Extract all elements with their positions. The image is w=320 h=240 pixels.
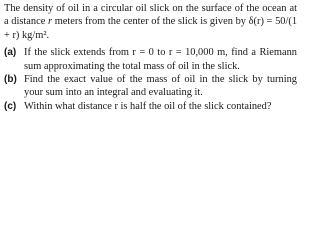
density-formula: δ(r) = 50/(1 + r) kg/m². (4, 16, 298, 41)
part-a-text: If the slick extends from r = 0 to r = 10,000 m, find a Riemann sum approximating the total mass of oil in the slick. (24, 47, 297, 72)
part-b-text: Find the exact value of the mass of oil in the slick by turning your sum into an integral and evaluating it. (24, 74, 297, 99)
part-c-text: Within what distance r is half the oil of the slick contained? (24, 100, 272, 112)
part-a (4, 46, 297, 73)
part-b (4, 73, 297, 100)
part-c (4, 100, 297, 113)
intro-variable-r: r (47, 16, 53, 28)
intro-text-2: meters from the center of the slick is given by (52, 16, 249, 28)
part-c-label: (c) (4, 100, 17, 112)
problem-intro (4, 2, 297, 42)
part-a-label: (a) (4, 47, 17, 59)
part-b-label: (b) (4, 74, 17, 86)
intro-text-1: The density of oil in a circular oil slick on the surface of the ocean at a distance (4, 3, 297, 28)
